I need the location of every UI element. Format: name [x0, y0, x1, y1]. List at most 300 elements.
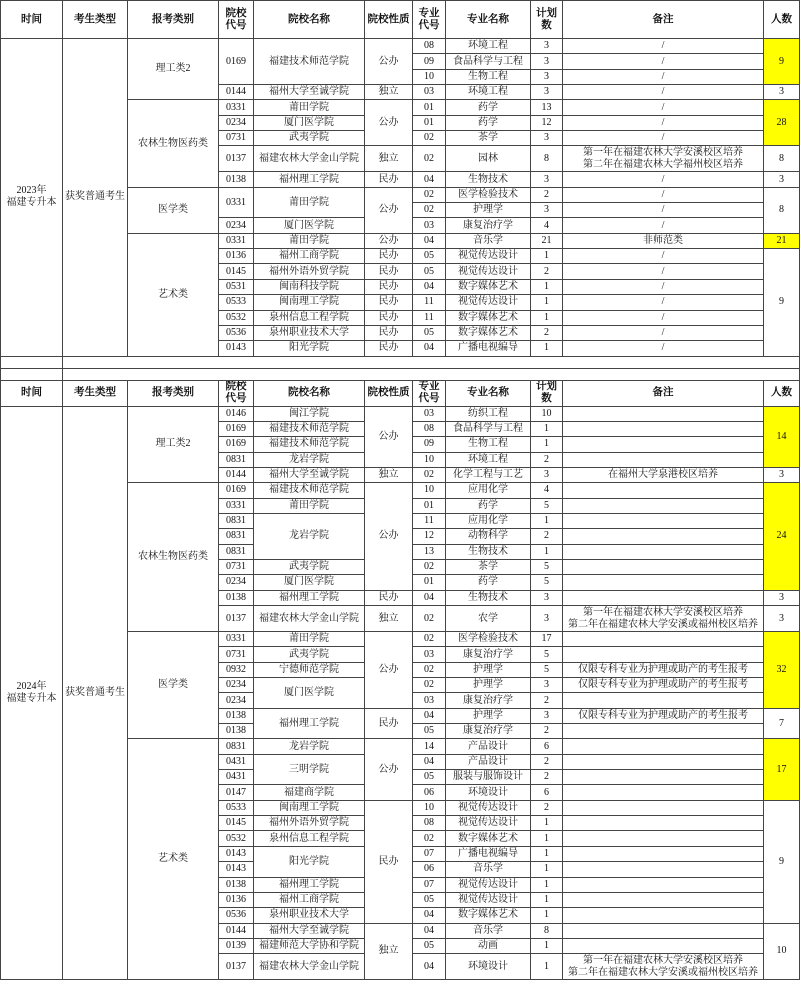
- header-candidate-type: 考生类型: [63, 1, 128, 39]
- plan-count-cell: 3: [531, 39, 563, 54]
- major-name-cell: 动画: [446, 938, 531, 953]
- header-count: 人数: [764, 380, 800, 406]
- major-name-cell: 护理学: [446, 678, 531, 693]
- major-name-cell: 护理学: [446, 662, 531, 677]
- major-code-cell: 02: [413, 632, 446, 647]
- school-code-cell: 0138: [219, 708, 254, 723]
- note-cell: [563, 877, 764, 892]
- note-cell: [563, 544, 764, 559]
- note-cell: [563, 529, 764, 544]
- category-cell: 医学类: [128, 187, 219, 233]
- plan-count-cell: 1: [531, 908, 563, 923]
- note-cell: [563, 647, 764, 662]
- header-time: 时间: [1, 380, 63, 406]
- note-cell: 非师范类: [563, 233, 764, 248]
- plan-count-cell: 1: [531, 310, 563, 325]
- school-code-cell: 0532: [219, 831, 254, 846]
- school-code-cell: 0536: [219, 325, 254, 340]
- plan-count-cell: 6: [531, 739, 563, 754]
- school-name-cell: 龙岩学院: [254, 452, 365, 467]
- school-code-cell: 0138: [219, 877, 254, 892]
- school-name-cell: 福建师范大学协和学院: [254, 938, 365, 953]
- school-name-cell: 福建技术师范学院: [254, 483, 365, 498]
- note-cell: /: [563, 264, 764, 279]
- school-nature-cell: 民办: [365, 310, 413, 325]
- header-2023: [1, 1, 800, 39]
- school-code-cell: 0331: [219, 100, 254, 115]
- header-major-code: [413, 1, 446, 39]
- category-cell: 农林生物医药类: [128, 483, 219, 632]
- plan-count-cell: 13: [531, 100, 563, 115]
- note-cell: /: [563, 172, 764, 187]
- note-cell: /: [563, 295, 764, 310]
- school-name-cell: 福建技术师范学院: [254, 421, 365, 436]
- plan-count-cell: 5: [531, 575, 563, 590]
- note-cell: /: [563, 69, 764, 84]
- major-code-cell: 02: [413, 467, 446, 482]
- major-code-cell: 02: [413, 678, 446, 693]
- header-note: 备注: [563, 1, 764, 39]
- header-note: 备注: [563, 380, 764, 406]
- major-name-cell: 视觉传达设计: [446, 295, 531, 310]
- total-count-cell: 3: [764, 172, 800, 187]
- school-name-cell: 福州理工学院: [254, 590, 365, 605]
- plan-count-cell: 3: [531, 708, 563, 723]
- school-name-cell: 福州理工学院: [254, 877, 365, 892]
- school-code-cell: 0138: [219, 172, 254, 187]
- plan-count-cell: 1: [531, 846, 563, 861]
- note-cell: [563, 846, 764, 861]
- note-cell: [563, 800, 764, 815]
- major-code-cell: 10: [413, 483, 446, 498]
- total-count-cell: 9: [764, 249, 800, 356]
- school-code-cell: 0169: [219, 483, 254, 498]
- major-name-cell: 产品设计: [446, 754, 531, 769]
- plan-count-cell: 1: [531, 249, 563, 264]
- category-cell: 农林生物医药类: [128, 100, 219, 187]
- plan-count-cell: 1: [531, 295, 563, 310]
- school-nature-cell: 民办: [365, 172, 413, 187]
- major-name-cell: 生物技术: [446, 172, 531, 187]
- school-nature-cell: 民办: [365, 800, 413, 923]
- header-major-name: 专业名称: [446, 380, 531, 406]
- school-name-cell: 福州工商学院: [254, 249, 365, 264]
- major-code-cell: 05: [413, 938, 446, 953]
- school-nature-cell: 公办: [365, 632, 413, 709]
- major-code-cell: 10: [413, 800, 446, 815]
- school-name-cell: 福建农林大学金山学院: [254, 954, 365, 980]
- major-code-cell: 08: [413, 421, 446, 436]
- plan-count-cell: 4: [531, 218, 563, 233]
- school-name-cell: 莆田学院: [254, 498, 365, 513]
- major-name-cell: 应用化学: [446, 483, 531, 498]
- major-name-cell: 音乐学: [446, 233, 531, 248]
- note-cell: [563, 816, 764, 831]
- school-nature-cell: 民办: [365, 325, 413, 340]
- total-count-cell: 24: [764, 483, 800, 590]
- note-cell: [563, 575, 764, 590]
- major-name-cell: 药学: [446, 100, 531, 115]
- category-cell: 艺术类: [128, 739, 219, 980]
- plan-count-cell: 3: [531, 172, 563, 187]
- plan-count-cell: 1: [531, 421, 563, 436]
- time-cell: 2024年 福建专升本: [1, 406, 63, 980]
- note-cell: /: [563, 131, 764, 146]
- plan-count-cell: 3: [531, 131, 563, 146]
- plan-count-cell: 3: [531, 85, 563, 100]
- school-code-cell: 0431: [219, 754, 254, 769]
- school-nature-cell: 公办: [365, 233, 413, 248]
- school-code-cell: 0731: [219, 131, 254, 146]
- major-name-cell: 康复治疗学: [446, 647, 531, 662]
- plan-count-cell: 5: [531, 662, 563, 677]
- plan-count-cell: 1: [531, 831, 563, 846]
- major-code-cell: 02: [413, 559, 446, 574]
- school-code-cell: 0138: [219, 724, 254, 739]
- school-code-cell: 0145: [219, 264, 254, 279]
- school-code-cell: 0331: [219, 498, 254, 513]
- school-name-cell: 阳光学院: [254, 341, 365, 356]
- major-code-cell: 05: [413, 770, 446, 785]
- major-code-cell: 09: [413, 437, 446, 452]
- note-cell: [563, 513, 764, 528]
- major-code-cell: 05: [413, 892, 446, 907]
- school-name-cell: 福建农林大学金山学院: [254, 146, 365, 172]
- school-code-cell: 0234: [219, 115, 254, 130]
- major-name-cell: 数字媒体艺术: [446, 908, 531, 923]
- plan-count-cell: 17: [531, 632, 563, 647]
- plan-count-cell: 1: [531, 544, 563, 559]
- plan-count-cell: 5: [531, 559, 563, 574]
- candidate-type-cell: 获奖普通考生: [63, 39, 128, 357]
- note-cell: [563, 590, 764, 605]
- plan-count-cell: 2: [531, 264, 563, 279]
- major-code-cell: 14: [413, 739, 446, 754]
- header-school-code-label: 院校代号: [225, 381, 247, 405]
- note-cell: 第一年在福建农林大学安溪校区培养 第二年在福建农林大学安溪或福州校区培养: [563, 954, 764, 980]
- major-name-cell: 视觉传达设计: [446, 892, 531, 907]
- category-cell: 理工类2: [128, 39, 219, 100]
- note-cell: [563, 559, 764, 574]
- school-code-cell: 0144: [219, 923, 254, 938]
- plan-count-cell: 1: [531, 862, 563, 877]
- note-cell: [563, 437, 764, 452]
- header-school-nature: 院校性质: [365, 1, 413, 39]
- major-code-cell: 08: [413, 816, 446, 831]
- plan-count-cell: 10: [531, 406, 563, 421]
- plan-count-cell: 2: [531, 325, 563, 340]
- major-name-cell: 环境设计: [446, 785, 531, 800]
- header-major-code-label: 专业代号: [418, 381, 440, 405]
- major-name-cell: 生物技术: [446, 590, 531, 605]
- school-name-cell: 厦门医学院: [254, 218, 365, 233]
- note-cell: /: [563, 187, 764, 202]
- major-name-cell: 园林: [446, 146, 531, 172]
- plan-count-cell: 2: [531, 187, 563, 202]
- school-name-cell: 福州大学至诚学院: [254, 85, 365, 100]
- school-name-cell: 福州外语外贸学院: [254, 264, 365, 279]
- major-code-cell: 04: [413, 908, 446, 923]
- school-code-cell: 0136: [219, 892, 254, 907]
- major-name-cell: 数字媒体艺术: [446, 325, 531, 340]
- major-name-cell: 视觉传达设计: [446, 800, 531, 815]
- major-name-cell: 纺织工程: [446, 406, 531, 421]
- school-nature-cell: 独立: [365, 85, 413, 100]
- total-count-cell: 21: [764, 233, 800, 248]
- plan-count-cell: 3: [531, 203, 563, 218]
- major-name-cell: 生物工程: [446, 69, 531, 84]
- note-cell: /: [563, 39, 764, 54]
- major-code-cell: 05: [413, 325, 446, 340]
- note-cell: [563, 923, 764, 938]
- plan-count-cell: 2: [531, 693, 563, 708]
- school-code-cell: 0831: [219, 739, 254, 754]
- spacer-cell: [1, 356, 63, 368]
- school-name-cell: 福建农林大学金山学院: [254, 606, 365, 632]
- major-code-cell: 04: [413, 341, 446, 356]
- plan-count-cell: 1: [531, 816, 563, 831]
- school-code-cell: 0533: [219, 800, 254, 815]
- plan-count-cell: 8: [531, 923, 563, 938]
- plan-count-cell: 1: [531, 938, 563, 953]
- note-cell: /: [563, 54, 764, 69]
- note-cell: /: [563, 279, 764, 294]
- plan-count-cell: 2: [531, 770, 563, 785]
- major-name-cell: 视觉传达设计: [446, 816, 531, 831]
- note-cell: /: [563, 249, 764, 264]
- note-cell: 仅限专科专业为护理或助产的考生报考: [563, 708, 764, 723]
- school-name-cell: 福建技术师范学院: [254, 39, 365, 85]
- major-name-cell: 视觉传达设计: [446, 264, 531, 279]
- major-code-cell: 02: [413, 606, 446, 632]
- plan-count-cell: 2: [531, 529, 563, 544]
- school-code-cell: 0234: [219, 575, 254, 590]
- major-code-cell: 04: [413, 590, 446, 605]
- major-name-cell: 生物技术: [446, 544, 531, 559]
- major-name-cell: 动物科学: [446, 529, 531, 544]
- spacer-cell: [63, 368, 800, 380]
- plan-count-cell: 12: [531, 115, 563, 130]
- major-name-cell: 医学检验技术: [446, 632, 531, 647]
- total-count-cell: 8: [764, 187, 800, 233]
- school-code-cell: 0147: [219, 785, 254, 800]
- major-name-cell: 音乐学: [446, 862, 531, 877]
- table-row: [1, 406, 800, 421]
- note-cell: [563, 938, 764, 953]
- major-code-cell: 07: [413, 877, 446, 892]
- major-name-cell: 食品科学与工程: [446, 54, 531, 69]
- school-code-cell: 0531: [219, 279, 254, 294]
- major-name-cell: 化学工程与工艺: [446, 467, 531, 482]
- header-school-code: [219, 380, 254, 406]
- major-name-cell: 服装与服饰设计: [446, 770, 531, 785]
- school-code-cell: 0137: [219, 606, 254, 632]
- major-code-cell: 06: [413, 862, 446, 877]
- note-cell: [563, 739, 764, 754]
- school-name-cell: 莆田学院: [254, 100, 365, 115]
- major-name-cell: 产品设计: [446, 739, 531, 754]
- major-code-cell: 04: [413, 279, 446, 294]
- major-code-cell: 03: [413, 647, 446, 662]
- plan-count-cell: 5: [531, 498, 563, 513]
- major-code-cell: 04: [413, 233, 446, 248]
- major-code-cell: 01: [413, 498, 446, 513]
- major-code-cell: 10: [413, 452, 446, 467]
- header-school-name: 院校名称: [254, 380, 365, 406]
- note-cell: [563, 770, 764, 785]
- note-cell: [563, 498, 764, 513]
- table-row: [1, 39, 800, 54]
- major-name-cell: 康复治疗学: [446, 693, 531, 708]
- plan-count-cell: 6: [531, 785, 563, 800]
- school-code-cell: 0331: [219, 632, 254, 647]
- note-cell: 仅限专科专业为护理或助产的考生报考: [563, 678, 764, 693]
- school-nature-cell: 民办: [365, 590, 413, 605]
- school-nature-cell: 民办: [365, 708, 413, 739]
- header-row: [1, 1, 800, 39]
- header-row: [1, 380, 800, 406]
- header-category: 报考类别: [128, 1, 219, 39]
- candidate-type-cell: 获奖普通考生: [63, 406, 128, 980]
- school-name-cell: 莆田学院: [254, 233, 365, 248]
- total-count-cell: 3: [764, 467, 800, 482]
- header-school-code: [219, 1, 254, 39]
- school-code-cell: 0136: [219, 249, 254, 264]
- major-name-cell: 环境工程: [446, 85, 531, 100]
- school-nature-cell: 民办: [365, 279, 413, 294]
- note-cell: /: [563, 203, 764, 218]
- school-nature-cell: 公办: [365, 187, 413, 233]
- category-cell: 理工类2: [128, 406, 219, 483]
- major-name-cell: 康复治疗学: [446, 218, 531, 233]
- major-code-cell: 03: [413, 85, 446, 100]
- school-code-cell: 0831: [219, 544, 254, 559]
- major-code-cell: 02: [413, 662, 446, 677]
- note-cell: 在福州大学泉港校区培养: [563, 467, 764, 482]
- major-name-cell: 药学: [446, 498, 531, 513]
- school-nature-cell: 独立: [365, 467, 413, 482]
- note-cell: [563, 892, 764, 907]
- major-name-cell: 广播电视编导: [446, 341, 531, 356]
- note-cell: /: [563, 218, 764, 233]
- spacer-cell: [63, 356, 800, 368]
- header-category: 报考类别: [128, 380, 219, 406]
- total-count-cell: 28: [764, 100, 800, 146]
- school-name-cell: 福州理工学院: [254, 172, 365, 187]
- major-code-cell: 10: [413, 69, 446, 84]
- major-name-cell: 茶学: [446, 131, 531, 146]
- plan-count-cell: 2: [531, 452, 563, 467]
- school-nature-cell: 公办: [365, 483, 413, 590]
- school-nature-cell: 公办: [365, 100, 413, 146]
- major-code-cell: 03: [413, 218, 446, 233]
- major-code-cell: 11: [413, 295, 446, 310]
- school-code-cell: 0331: [219, 187, 254, 218]
- major-code-cell: 02: [413, 831, 446, 846]
- school-code-cell: 0431: [219, 770, 254, 785]
- school-name-cell: 厦门医学院: [254, 115, 365, 130]
- school-code-cell: 0137: [219, 954, 254, 980]
- school-name-cell: 莆田学院: [254, 187, 365, 218]
- school-name-cell: 闽江学院: [254, 406, 365, 421]
- total-count-cell: 3: [764, 85, 800, 100]
- major-code-cell: 07: [413, 846, 446, 861]
- major-code-cell: 04: [413, 172, 446, 187]
- header-plan: [531, 1, 563, 39]
- rows-2023: [1, 39, 800, 357]
- school-code-cell: 0831: [219, 529, 254, 544]
- note-cell: [563, 421, 764, 436]
- school-code-cell: 0143: [219, 846, 254, 861]
- school-code-cell: 0533: [219, 295, 254, 310]
- major-code-cell: 04: [413, 754, 446, 769]
- school-nature-cell: 公办: [365, 406, 413, 467]
- school-code-cell: 0536: [219, 908, 254, 923]
- note-cell: [563, 908, 764, 923]
- school-code-cell: 0145: [219, 816, 254, 831]
- major-code-cell: 05: [413, 724, 446, 739]
- school-name-cell: 泉州信息工程学院: [254, 831, 365, 846]
- header-major-code: [413, 380, 446, 406]
- major-code-cell: 08: [413, 39, 446, 54]
- plan-count-cell: 1: [531, 279, 563, 294]
- note-cell: [563, 693, 764, 708]
- major-code-cell: 11: [413, 513, 446, 528]
- note-cell: 第一年在福建农林大学安溪校区培养 第二年在福建农林大学安溪或福州校区培养: [563, 606, 764, 632]
- major-name-cell: 药学: [446, 575, 531, 590]
- school-nature-cell: 公办: [365, 739, 413, 800]
- school-code-cell: 0932: [219, 662, 254, 677]
- school-code-cell: 0234: [219, 218, 254, 233]
- school-nature-cell: 公办: [365, 39, 413, 85]
- school-code-cell: 0234: [219, 693, 254, 708]
- major-name-cell: 农学: [446, 606, 531, 632]
- school-name-cell: 闽南理工学院: [254, 800, 365, 815]
- note-cell: [563, 785, 764, 800]
- total-count-cell: 14: [764, 406, 800, 467]
- header-major-code-label: 专业代号: [418, 7, 440, 31]
- header-2024: [1, 380, 800, 406]
- header-plan-label: 计划数: [536, 381, 557, 405]
- school-nature-cell: 独立: [365, 146, 413, 172]
- major-name-cell: 广播电视编导: [446, 846, 531, 861]
- school-name-cell: 福州理工学院: [254, 708, 365, 739]
- note-cell: [563, 452, 764, 467]
- major-code-cell: 01: [413, 100, 446, 115]
- rows-2024: [1, 406, 800, 980]
- school-code-cell: 0144: [219, 467, 254, 482]
- total-count-cell: 32: [764, 632, 800, 709]
- plan-count-cell: 3: [531, 467, 563, 482]
- school-name-cell: 莆田学院: [254, 632, 365, 647]
- major-code-cell: 09: [413, 54, 446, 69]
- major-name-cell: 药学: [446, 115, 531, 130]
- plan-count-cell: 1: [531, 513, 563, 528]
- school-name-cell: 福州大学至诚学院: [254, 923, 365, 938]
- header-school-nature: 院校性质: [365, 380, 413, 406]
- header-time: 时间: [1, 1, 63, 39]
- plan-count-cell: 8: [531, 146, 563, 172]
- major-name-cell: 环境工程: [446, 452, 531, 467]
- spacer-row: [1, 368, 800, 380]
- note-cell: /: [563, 115, 764, 130]
- plan-count-cell: 4: [531, 483, 563, 498]
- major-code-cell: 11: [413, 310, 446, 325]
- plan-count-cell: 1: [531, 341, 563, 356]
- major-code-cell: 04: [413, 923, 446, 938]
- school-name-cell: 福建商学院: [254, 785, 365, 800]
- school-code-cell: 0169: [219, 39, 254, 85]
